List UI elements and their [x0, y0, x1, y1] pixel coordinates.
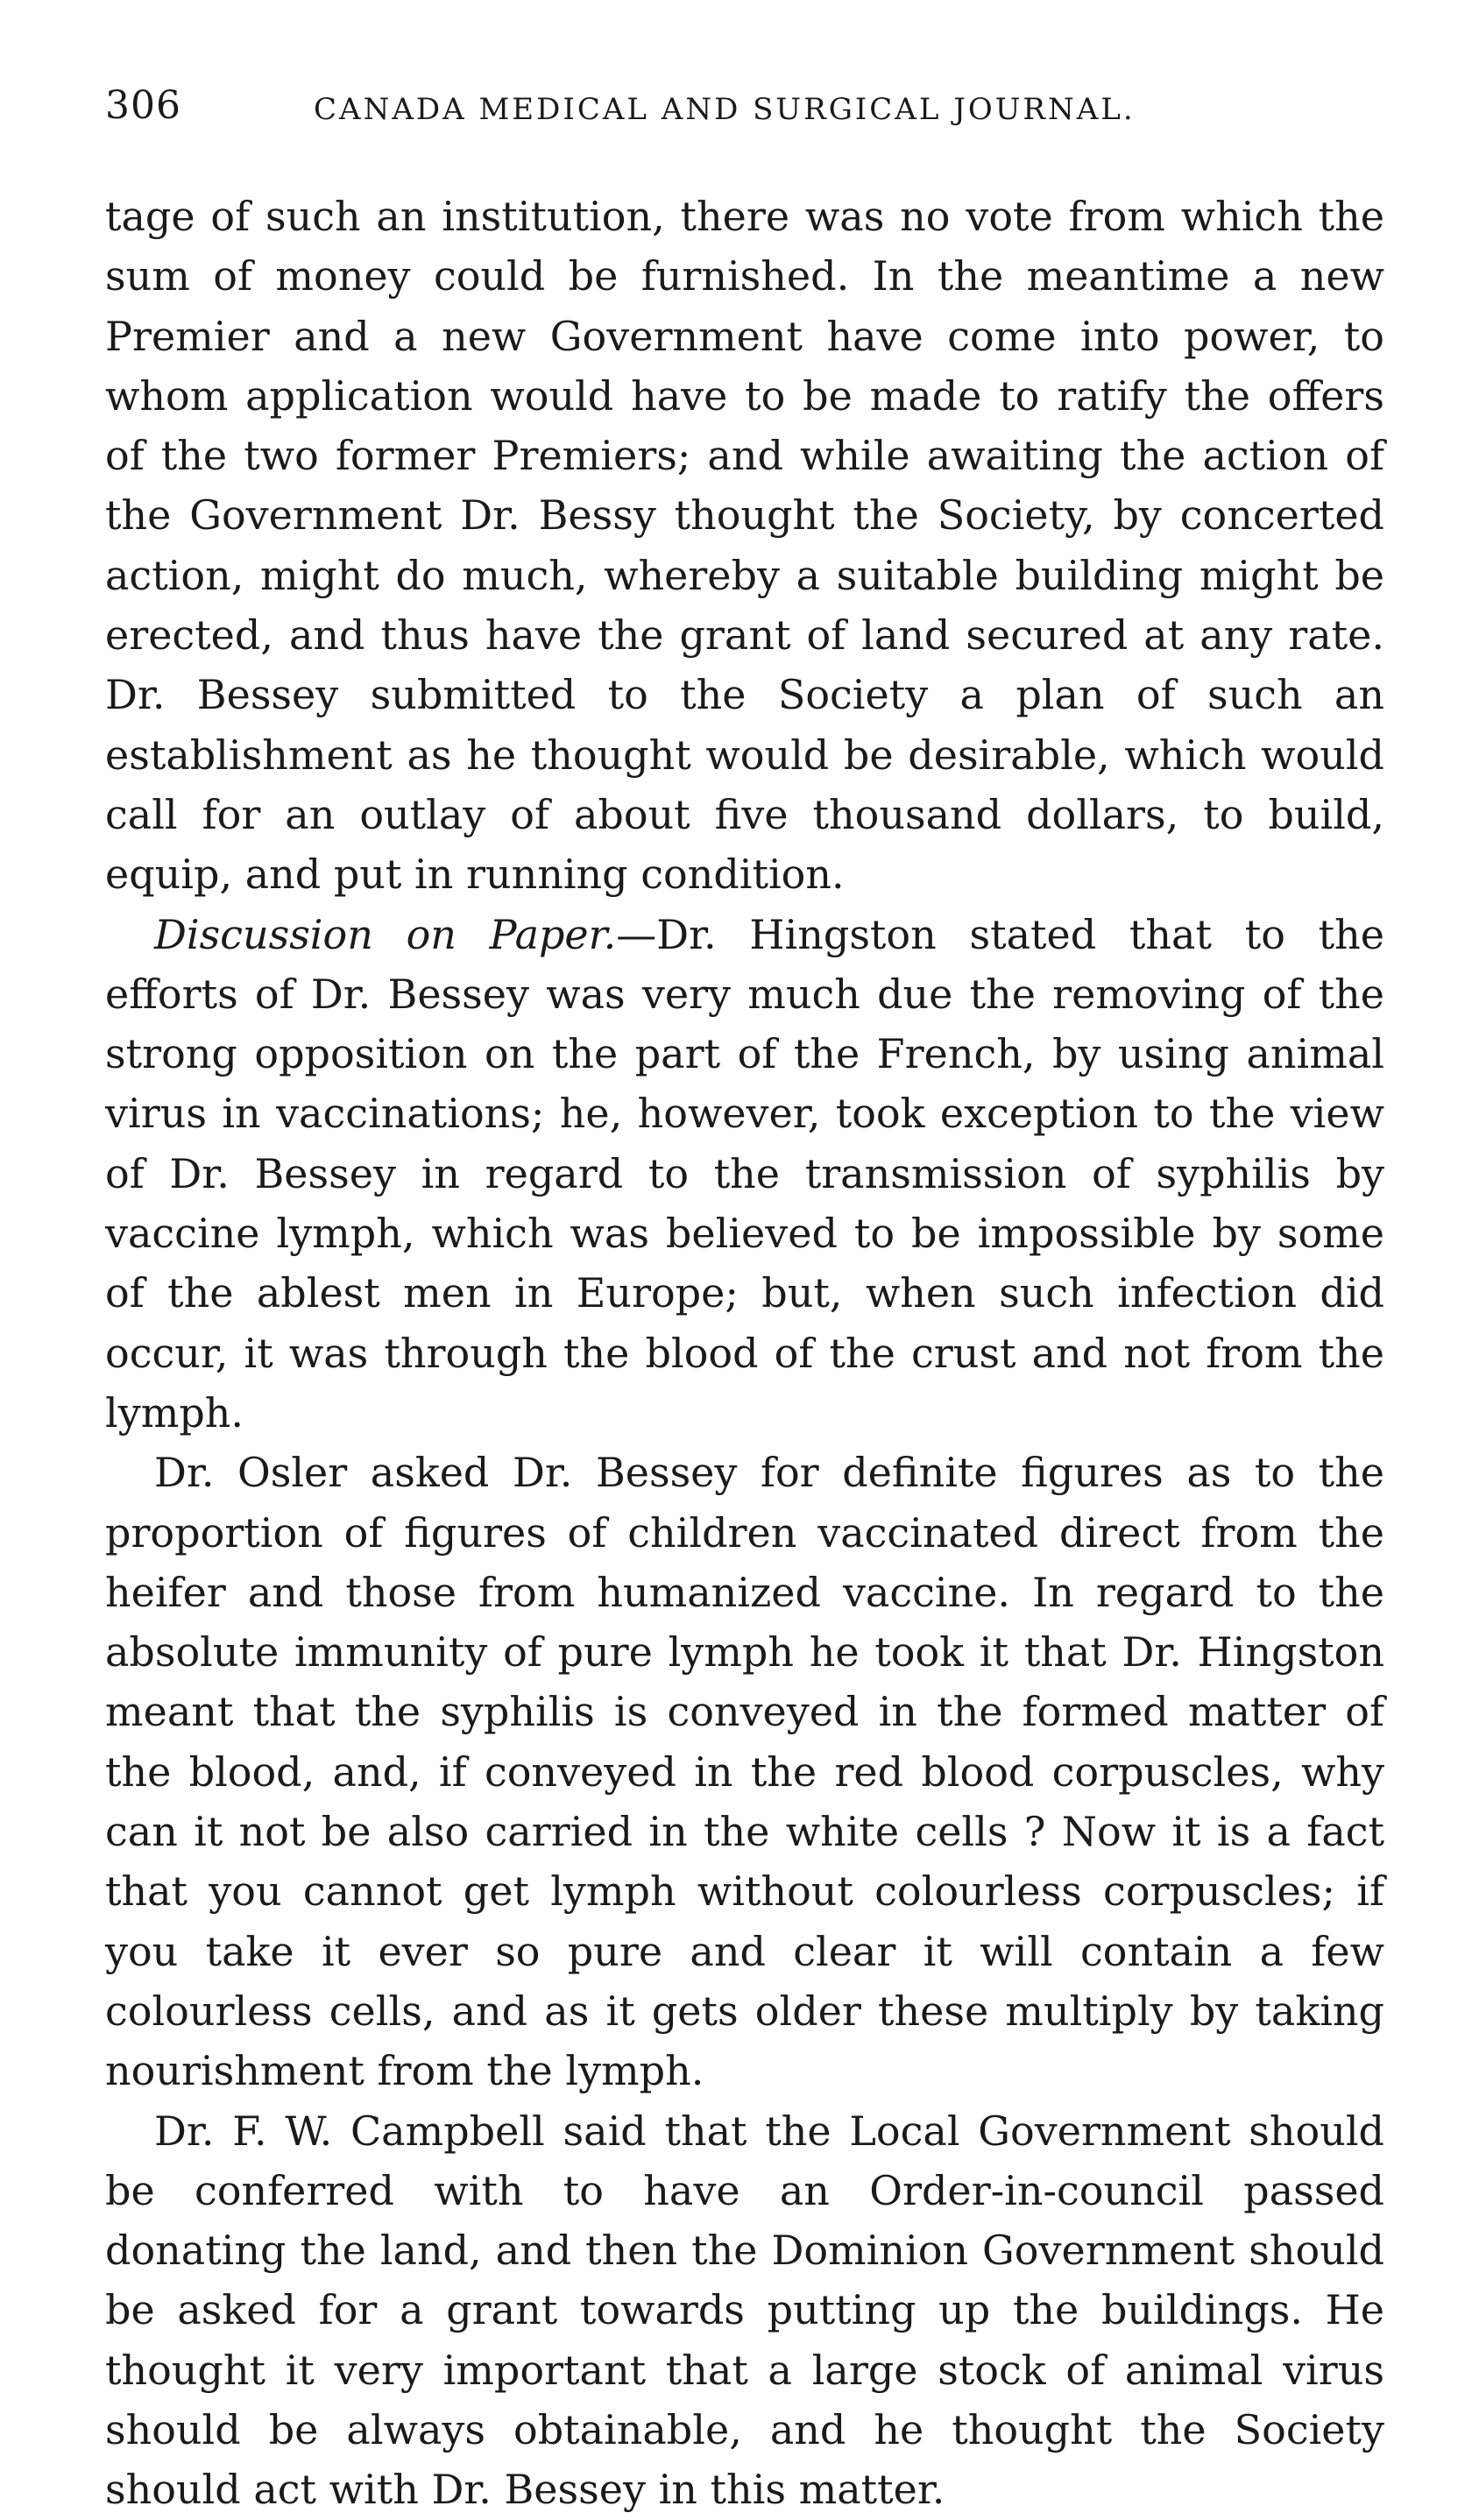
paragraph-osler: Dr. Osler asked Dr. Bessey for definite figures as to the proportion of figures of children vaccinated direct from the heifer and those from humanized vaccine. In regard to the absolute immunity of pure lymph he took it that Dr. Hingston meant that the syphilis is conveyed in the formed matter of the blood, and, if conveyed in the red blood corpuscles, why can it not be also carried in the white cells ? Now it is a fact that you cannot get lymph without colourless corpuscles; if you take it ever so pure and clear it will contain a few colourless cells, and as it gets older these multiply by taking nourishment from the lymph. — [105, 1449, 1384, 2095]
paragraph-continuation: tage of such an institution, there was no vote from which the sum of money could be furnished. In the meantime a new Premier and a new Government have come into power, to whom application would have to be made to ratify the offers of the two former Premiers; and while awaiting the action of the Government Dr. Bessy thought the Society, by concerted action, might do much, whereby a suitable building might be erected, and thus have the grant of land secured at any rate. Dr. Bessey submitted to the Society a plan of such an establishment as he thought would be desirable, which would call for an outlay of about five thousand dollars, to build, equip, and put in running condition. — [105, 193, 1384, 899]
page-number: 306 — [105, 83, 181, 128]
journal-title: CANADA MEDICAL AND SURGICAL JOURNAL. — [314, 92, 1136, 127]
discussion-heading: Discussion on Paper. — [154, 910, 617, 958]
paragraph-discussion — [105, 905, 1384, 1444]
journal-page — [105, 83, 1384, 2520]
article-body — [105, 187, 1384, 2520]
discussion-text: —Dr. Hingston stated that to the efforts of Dr. Bessey was very much due the removing of the strong opposition on the part of the French, by using animal virus in vaccinations; he, however, took exception to the view of Dr. Bessey in regard to the transmission of syphilis by vaccine lymph, which was believed to be impossible by some of the ablest men in Europe; but, when such infection did occur, it was through the blood of the crust and not from the lymph. — [105, 910, 1384, 1436]
paragraph-campbell: Dr. F. W. Campbell said that the Local Government should be conferred with to have an Order-in-council passed donating the land, and then the Dominion Government should be asked for a grant towards putting up the buildings. He thought it very important that a large stock of animal virus should be always obtainable, and he thought the Society should act with Dr. Bessey in this matter. — [105, 2107, 1384, 2514]
running-head — [105, 83, 1384, 145]
